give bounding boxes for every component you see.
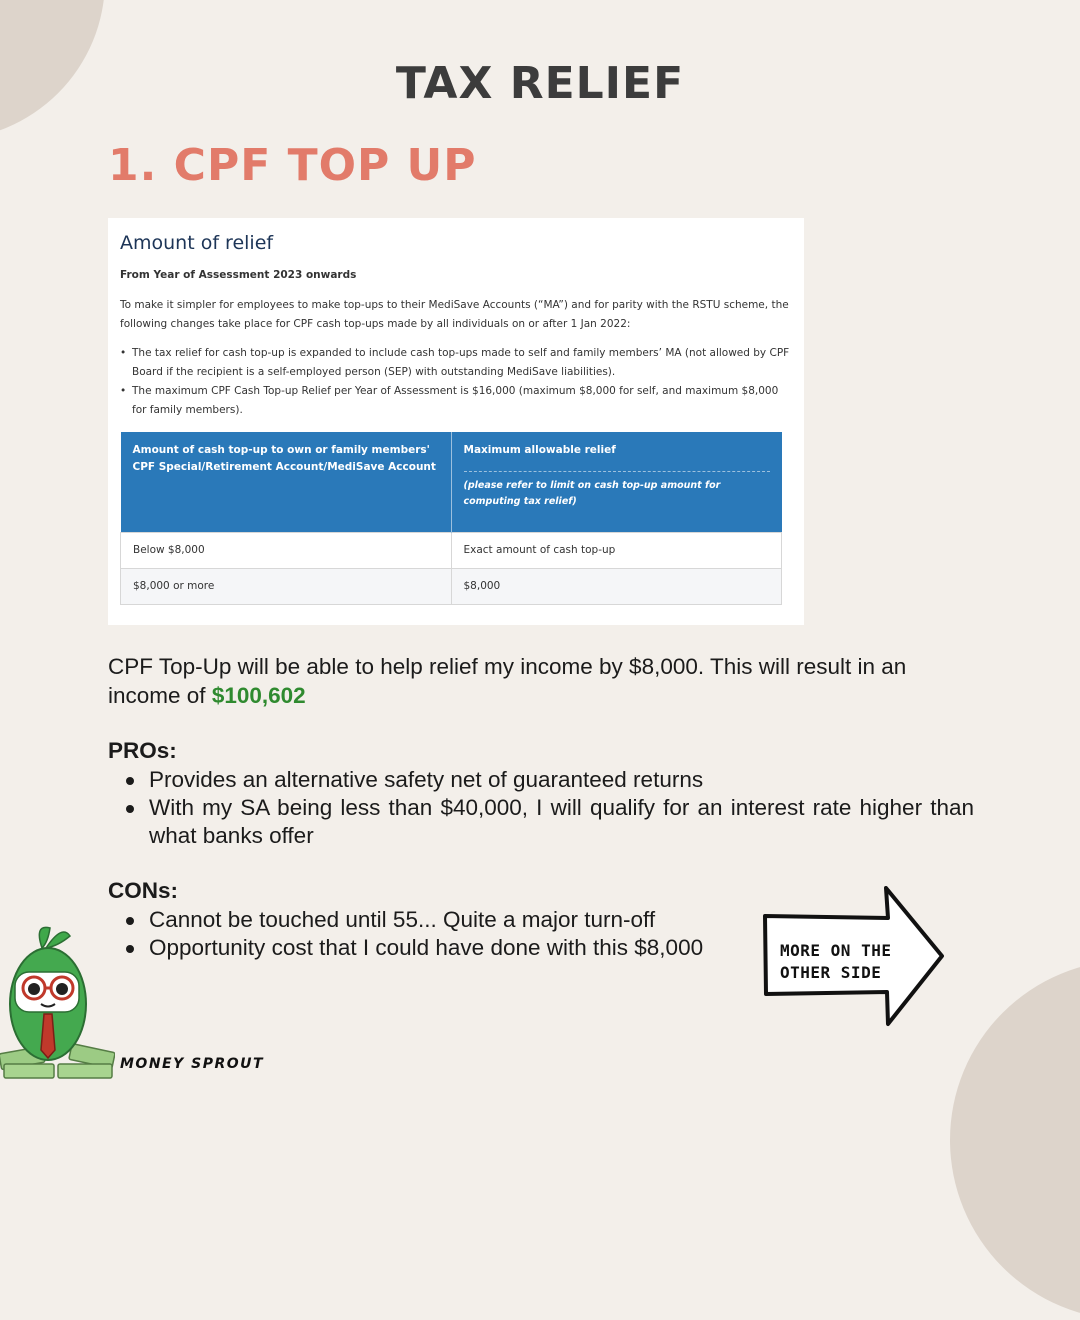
relief-table [120, 432, 782, 605]
callout-line-1: MORE ON THE [780, 941, 892, 960]
table-cell-amount: Below $8,000 [121, 532, 452, 568]
table-header-relief [451, 432, 782, 532]
card-intro: To make it simpler for employees to make top-ups to their MediSave Accounts (“MA”) and for parity with the RSTU scheme, the following changes take place for CPF cash top-ups made by all individuals on or after 1 Jan 2022: [120, 299, 789, 330]
table-row [121, 568, 782, 604]
table-header-note: (please refer to limit on cash top-up amount for computing tax relief) [463, 480, 721, 507]
pros-label: PROs: [108, 738, 177, 763]
list-item: Provides an alternative safety net of guaranteed returns [108, 766, 974, 794]
brand-name: MONEY SPROUT [120, 1056, 265, 1072]
list-item: Opportunity cost that I could have done with this $8,000 [108, 934, 768, 962]
summary-text: CPF Top-Up will be able to help relief my income by $8,000. This will result in an income of [108, 654, 907, 708]
decor-circle-bottom-right [950, 960, 1080, 1320]
card-title: Amount of relief [120, 232, 274, 254]
card-bullet: • The maximum CPF Cash Top-up Relief per Year of Assessment is $16,000 (maximum $8,000 for self, and maximum $8,000 for family members). [120, 382, 792, 420]
table-cell-relief: $8,000 [451, 568, 782, 604]
pros-list [108, 766, 974, 850]
header-divider [464, 471, 770, 472]
table-header-row [121, 432, 782, 532]
section-title: 1. CPF TOP UP [108, 140, 477, 191]
cons-label: CONs: [108, 878, 179, 903]
card-bullet: • The tax relief for cash top-up is expanded to include cash top-ups made to self and family members’ MA (not allowed by CPF Board if the recipient is a self-employed person (SEP) with outstanding MediSave liabilities). [120, 344, 792, 382]
relief-screenshot-card [108, 218, 804, 625]
card-bullet-list [120, 344, 792, 420]
page-title: TAX RELIEF [395, 58, 685, 109]
list-item: Cannot be touched until 55... Quite a major turn-off [108, 906, 768, 934]
table-header-relief-label: Maximum allowable relief [463, 444, 616, 456]
summary-paragraph [108, 652, 974, 710]
resulting-income: $100,602 [211, 683, 306, 708]
sprout-mascot-icon [0, 918, 115, 1080]
more-on-other-side-label [780, 940, 920, 984]
list-item: With my SA being less than $40,000, I will qualify for an interest rate higher than what banks offer [108, 794, 974, 850]
table-cell-relief: Exact amount of cash top-up [451, 532, 782, 568]
table-header-amount: Amount of cash top-up to own or family members' CPF Special/Retirement Account/MediSave Account [121, 432, 452, 532]
card-subtitle: From Year of Assessment 2023 onwards [120, 269, 357, 281]
table-cell-amount: $8,000 or more [121, 568, 452, 604]
cons-list [108, 906, 768, 962]
callout-line-2: OTHER SIDE [780, 963, 882, 982]
table-row [121, 532, 782, 568]
